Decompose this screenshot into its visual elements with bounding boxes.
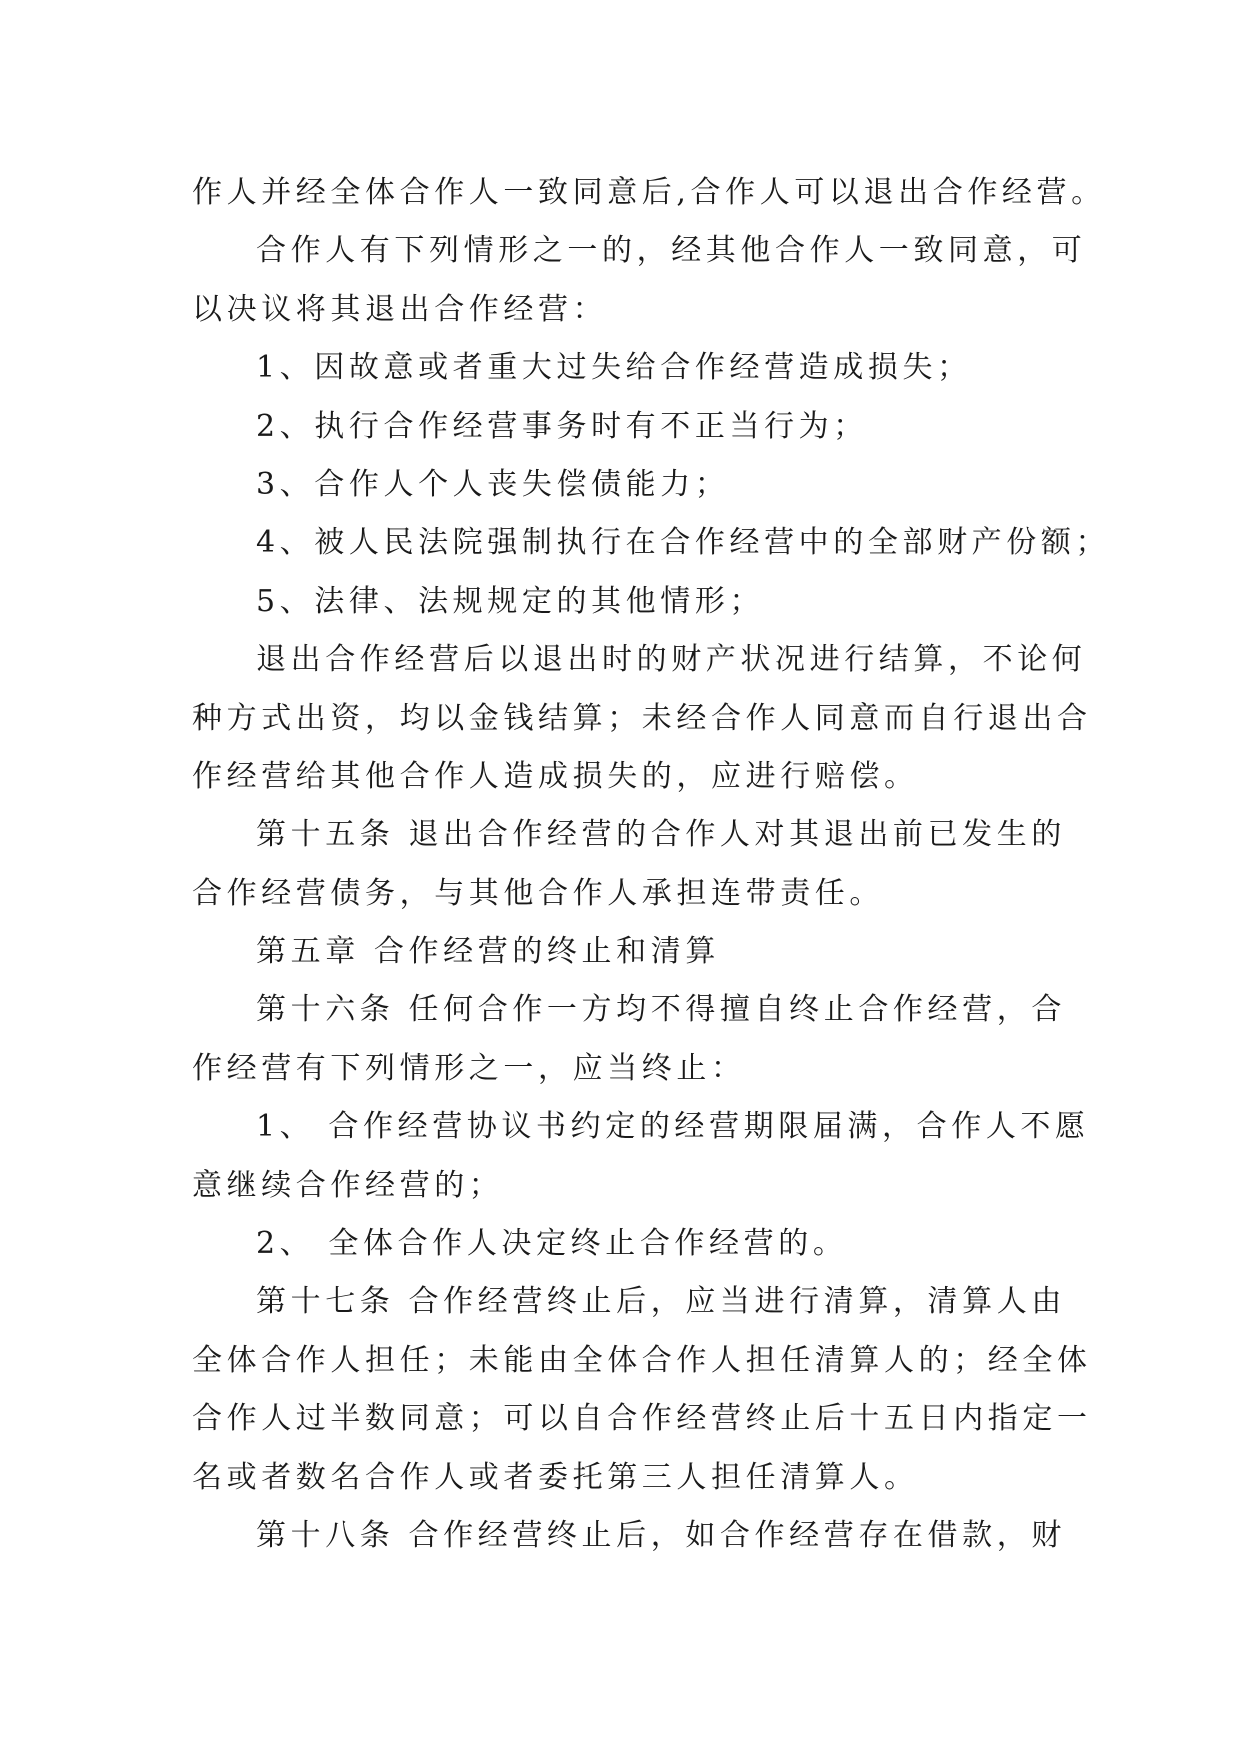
text-line: 退出合作经营后以退出时的财产状况进行结算，不论何	[256, 642, 1087, 678]
article-heading-line: 第十五条 退出合作经营的合作人对其退出前已发生的	[256, 817, 1066, 853]
list-item: 1、因故意或者重大过失给合作经营造成损失；	[256, 350, 972, 386]
text-line: 作人并经全体合作人一致同意后,合作人可以退出合作经营。	[192, 175, 1106, 210]
text-line: 全体合作人担任；未能由全体合作人担任清算人的；经全体	[192, 1342, 1092, 1378]
text-line: 合作人有下列情形之一的，经其他合作人一致同意，可	[256, 233, 1087, 269]
text-line: 合作经营债务，与其他合作人承担连带责任。	[192, 875, 884, 911]
article-heading-line: 第十六条 任何合作一方均不得擅自终止合作经营，合	[256, 992, 1066, 1028]
text-line: 作经营给其他合作人造成损失的，应进行赔偿。	[192, 758, 919, 794]
document-body	[192, 164, 1111, 1565]
text-line: 作经营有下列情形之一，应当终止：	[192, 1050, 746, 1086]
text-line: 意继续合作经营的；	[192, 1167, 504, 1203]
text-line: 种方式出资，均以金钱结算；未经合作人同意而自行退出合	[192, 700, 1092, 736]
text-line: 名或者数名合作人或者委托第三人担任清算人。	[192, 1459, 919, 1495]
list-item: 2、执行合作经营事务时有不正当行为；	[256, 408, 868, 444]
list-item: 3、合作人个人丧失偿债能力；	[256, 466, 730, 502]
list-item: 4、被人民法院强制执行在合作经营中的全部财产份额；	[256, 525, 1111, 561]
list-item: 2、 全体合作人决定终止合作经营的。	[256, 1226, 848, 1262]
article-heading-line: 第十八条 合作经营终止后，如合作经营存在借款，财	[256, 1517, 1066, 1553]
chapter-heading: 第五章 合作经营的终止和清算	[256, 934, 720, 970]
text-line: 合作人过半数同意；可以自合作经营终止后十五日内指定一	[192, 1401, 1092, 1437]
text-line: 以决议将其退出合作经营：	[192, 291, 608, 327]
article-heading-line: 第十七条 合作经营终止后，应当进行清算，清算人由	[256, 1284, 1066, 1320]
list-item: 1、 合作经营协议书约定的经营期限届满，合作人不愿	[256, 1109, 1090, 1145]
list-item: 5、法律、法规规定的其他情形；	[256, 583, 765, 619]
